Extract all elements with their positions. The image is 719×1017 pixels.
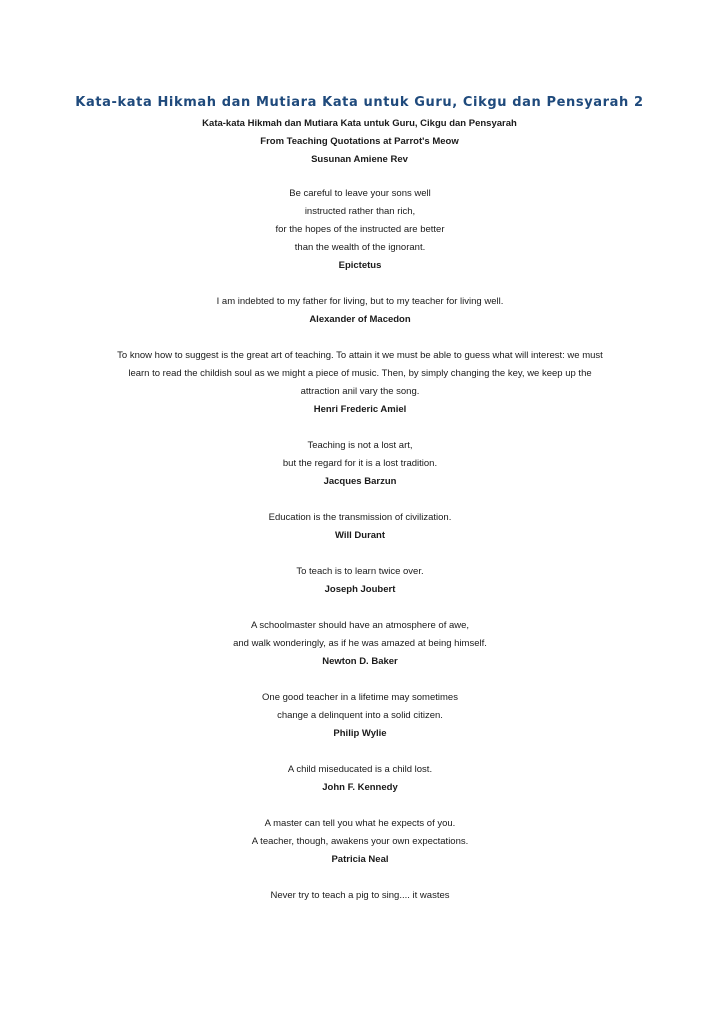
quote-block [80, 887, 640, 905]
quote-line: instructed rather than rich, [304, 206, 416, 217]
quote-line: learn to read the childish soul as we might a piece of music. Then, by simply changing the key, we keep up the [128, 368, 592, 379]
quote-text [80, 437, 640, 473]
quote-line: Education is the transmission of civilization. [268, 512, 452, 523]
source-line: From Teaching Quotations at Parrot's Meow [260, 136, 459, 147]
quote-author: Newton D. Baker [322, 656, 398, 667]
quote-block [80, 761, 640, 797]
quote-text [13, 347, 707, 401]
quote-text [80, 761, 640, 779]
quote-line: Teaching is not a lost art, [307, 440, 413, 451]
document-header [0, 115, 719, 169]
quote-text [80, 617, 640, 653]
quote-line: for the hopes of the instructed are better [275, 224, 445, 235]
quote-line: attraction anil vary the song. [300, 386, 420, 397]
quote-block [80, 293, 640, 329]
quote-line: A master can tell you what he expects of you. [264, 818, 456, 829]
quote-block [80, 437, 640, 491]
quote-block [80, 563, 640, 599]
quote-line: A child miseducated is a child lost. [287, 764, 433, 775]
quote-author: Epictetus [338, 260, 382, 271]
quote-line: To teach is to learn twice over. [296, 566, 424, 577]
quote-line: A teacher, though, awakens your own expectations. [251, 836, 469, 847]
document-title: Kata-kata Hikmah dan Mutiara Kata untuk Guru, Cikgu dan Pensyarah 2 [75, 95, 644, 110]
quote-line: One good teacher in a lifetime may sometimes [262, 692, 458, 703]
compiler-line: Susunan Amiene Rev [311, 154, 408, 165]
quote-line: To know how to suggest is the great art of teaching. To attain it we must be able to guess what will interest: we must [117, 350, 603, 361]
quote-text [80, 509, 640, 527]
quote-line: change a delinquent into a solid citizen. [277, 710, 443, 721]
quote-author: Will Durant [334, 530, 386, 541]
quote-author: Philip Wylie [333, 728, 387, 739]
quote-block [80, 689, 640, 743]
document-subtitle: Kata-kata Hikmah dan Mutiara Kata untuk Guru, Cikgu dan Pensyarah [202, 118, 517, 129]
quote-author: Jacques Barzun [323, 476, 397, 487]
quote-line: A schoolmaster should have an atmosphere of awe, [250, 620, 470, 631]
quote-text [80, 293, 640, 311]
quote-author: Joseph Joubert [324, 584, 396, 595]
quote-line: Be careful to leave your sons well [289, 188, 431, 199]
quote-author: Patricia Neal [331, 854, 389, 865]
quote-list [80, 185, 640, 923]
quote-text [80, 815, 640, 851]
quote-block [80, 509, 640, 545]
quote-block [13, 347, 707, 419]
quote-line: but the regard for it is a lost tradition. [282, 458, 438, 469]
quote-author: Alexander of Macedon [309, 314, 411, 325]
quote-author: Henri Frederic Amiel [313, 404, 407, 415]
quote-block [80, 815, 640, 869]
quote-line: I am indebted to my father for living, but to my teacher for living well. [216, 296, 504, 307]
quote-line: than the wealth of the ignorant. [294, 242, 426, 253]
quote-text [80, 887, 640, 905]
quote-block [80, 185, 640, 275]
quote-line: Never try to teach a pig to sing.... it wastes [270, 890, 450, 901]
quote-text [80, 563, 640, 581]
quote-text [80, 689, 640, 725]
quote-author: John F. Kennedy [322, 782, 398, 793]
quote-text [80, 185, 640, 257]
quote-block [80, 617, 640, 671]
quote-line: and walk wonderingly, as if he was amazed at being himself. [233, 638, 487, 649]
